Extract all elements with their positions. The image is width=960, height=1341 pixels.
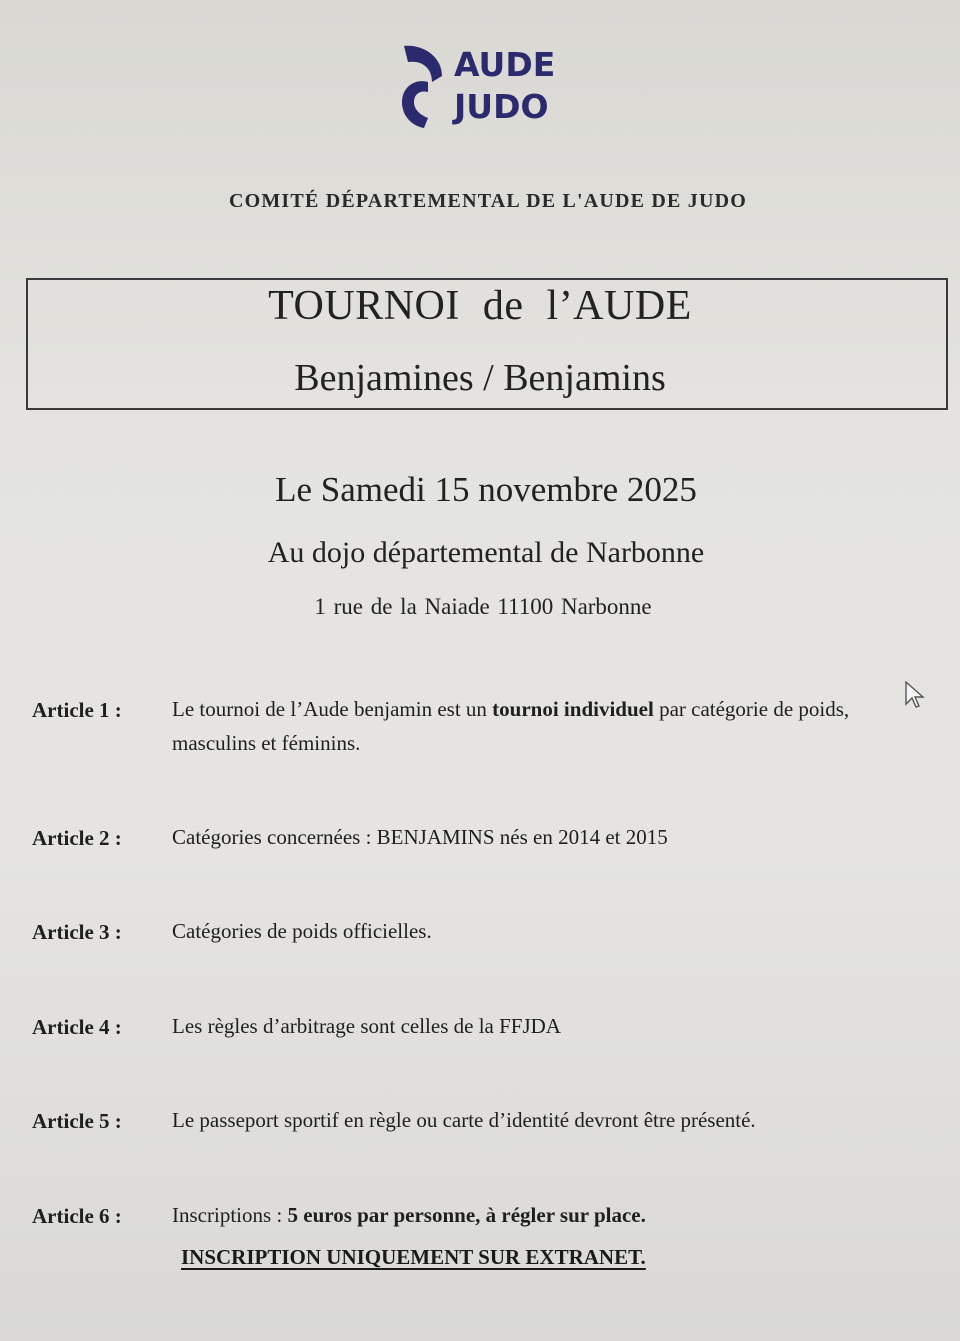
logo-line-judo: JUDO bbox=[454, 87, 549, 126]
article-label: Article 6 : bbox=[32, 1204, 122, 1228]
extranet-notice: INSCRIPTION UNIQUEMENT SUR EXTRANET. bbox=[181, 1245, 646, 1269]
tournament-title: TOURNOI de l’AUDE bbox=[268, 283, 692, 329]
article-bold-text: tournoi individuel bbox=[492, 697, 654, 721]
article-body: Le passeport sportif en règle ou carte d’identité devront être présenté. bbox=[172, 1108, 756, 1132]
mouse-pointer-icon bbox=[904, 680, 926, 710]
committee-heading: COMITÉ DÉPARTEMENTAL DE L'AUDE DE JUDO bbox=[228, 190, 748, 212]
event-date: Le Samedi 15 novembre 2025 bbox=[275, 470, 697, 509]
event-address: 1 rue de la Naiade 11100 Narbonne bbox=[314, 594, 652, 619]
article-body: Les règles d’arbitrage sont celles de la FFJDA bbox=[172, 1014, 561, 1038]
article-text-line2: masculins et féminins. bbox=[172, 731, 361, 755]
logo-text bbox=[454, 44, 555, 128]
article-bold-text: 5 euros par personne, à régler sur place. bbox=[287, 1203, 646, 1227]
article-text: Le tournoi de l’Aude benjamin est un bbox=[172, 697, 493, 721]
article-label: Article 2 : bbox=[32, 826, 122, 850]
aude-judo-swirl-icon bbox=[398, 42, 446, 130]
article-text: Inscriptions : bbox=[172, 1203, 288, 1227]
article-text: par catégorie de poids, bbox=[653, 697, 850, 721]
article-body: Catégories de poids officielles. bbox=[172, 919, 432, 943]
article-label: Article 1 : bbox=[32, 698, 122, 722]
tournament-subtitle: Benjamines / Benjamins bbox=[294, 357, 666, 399]
logo-line-aude: AUDE bbox=[454, 45, 556, 84]
article-body: Catégories concernées : BENJAMINS nés en 2014 et 2015 bbox=[172, 825, 668, 849]
article-body bbox=[172, 692, 932, 760]
article-label: Article 5 : bbox=[32, 1109, 122, 1133]
article-label: Article 3 : bbox=[32, 920, 122, 944]
aude-judo-logo bbox=[398, 40, 568, 132]
event-venue: Au dojo départemental de Narbonne bbox=[267, 536, 705, 569]
article-label: Article 4 : bbox=[32, 1015, 122, 1039]
article-body bbox=[172, 1198, 932, 1232]
